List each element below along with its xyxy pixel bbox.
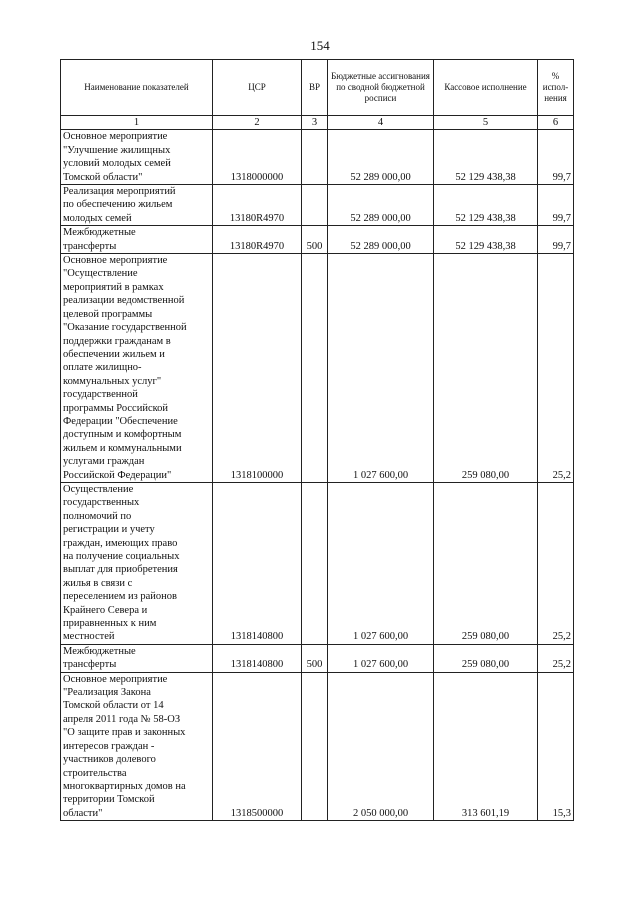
row-name: Межбюджетные трансферты — [61, 644, 213, 672]
row-csr: 1318140800 — [213, 482, 302, 644]
header-vr: ВР — [302, 60, 328, 116]
column-number: 5 — [434, 116, 538, 130]
row-csr: 1318140800 — [213, 644, 302, 672]
row-budget: 52 289 000,00 — [328, 130, 434, 185]
row-csr: 1318500000 — [213, 672, 302, 820]
row-name: Основное мероприятие "Осуществление мероприятий в рамках реализации ведомственной целевой программы "Оказание государственной поддержки гражданам в обеспечении жильем и оплате жилищно- коммунальных услуг" государственной программы Российской Федерации "Обеспечение доступным и комфортным жильем и коммунальными услугами граждан Российской Федерации" — [61, 254, 213, 483]
table-row — [61, 130, 574, 185]
column-number: 4 — [328, 116, 434, 130]
row-csr: 1318100000 — [213, 254, 302, 483]
row-cash: 259 080,00 — [434, 482, 538, 644]
row-vr — [302, 482, 328, 644]
row-vr — [302, 672, 328, 820]
column-number: 3 — [302, 116, 328, 130]
row-budget: 1 027 600,00 — [328, 482, 434, 644]
row-cash: 259 080,00 — [434, 644, 538, 672]
row-percent: 25,2 — [538, 254, 574, 483]
column-number-row — [61, 116, 574, 130]
row-budget: 52 289 000,00 — [328, 226, 434, 254]
row-vr — [302, 254, 328, 483]
header-csr: ЦСР — [213, 60, 302, 116]
row-percent: 15,3 — [538, 672, 574, 820]
row-percent: 99,7 — [538, 226, 574, 254]
row-percent: 99,7 — [538, 130, 574, 185]
row-vr — [302, 185, 328, 226]
row-budget: 2 050 000,00 — [328, 672, 434, 820]
row-budget: 1 027 600,00 — [328, 254, 434, 483]
row-cash: 52 129 438,38 — [434, 185, 538, 226]
header-percent: % испол-нения — [538, 60, 574, 116]
table-row — [61, 644, 574, 672]
header-name: Наименование показателей — [61, 60, 213, 116]
row-cash: 52 129 438,38 — [434, 226, 538, 254]
header-budget: Бюджетные ассигнования по сводной бюджетной росписи — [328, 60, 434, 116]
row-name: Основное мероприятие "Реализация Закона Томской области от 14 апреля 2011 года № 58-ОЗ "О защите прав и законных интересов граждан - участников долевого строительства многоквартирных домов на территории Томской области" — [61, 672, 213, 820]
row-budget: 1 027 600,00 — [328, 644, 434, 672]
row-percent: 99,7 — [538, 185, 574, 226]
row-name: Осуществление государственных полномочий по регистрации и учету граждан, имеющих право на получение социальных выплат для приобретения жилья в связи с переселением из районов Крайнего Севера и приравненных к ним местностей — [61, 482, 213, 644]
row-vr — [302, 130, 328, 185]
budget-execution-table — [60, 59, 574, 821]
row-csr: 13180R4970 — [213, 185, 302, 226]
table-row — [61, 482, 574, 644]
row-cash: 259 080,00 — [434, 254, 538, 483]
table-row — [61, 185, 574, 226]
row-vr: 500 — [302, 644, 328, 672]
row-csr: 13180R4970 — [213, 226, 302, 254]
column-number: 2 — [213, 116, 302, 130]
table-row — [61, 226, 574, 254]
row-vr: 500 — [302, 226, 328, 254]
row-cash: 313 601,19 — [434, 672, 538, 820]
column-number: 6 — [538, 116, 574, 130]
row-percent: 25,2 — [538, 482, 574, 644]
row-name: Реализация мероприятий по обеспечению жильем молодых семей — [61, 185, 213, 226]
table-header-row — [61, 60, 574, 116]
header-cash: Кассовое исполнение — [434, 60, 538, 116]
table-row — [61, 672, 574, 820]
column-number: 1 — [61, 116, 213, 130]
row-percent: 25,2 — [538, 644, 574, 672]
table-row — [61, 254, 574, 483]
row-cash: 52 129 438,38 — [434, 130, 538, 185]
row-name: Межбюджетные трансферты — [61, 226, 213, 254]
row-budget: 52 289 000,00 — [328, 185, 434, 226]
row-csr: 1318000000 — [213, 130, 302, 185]
row-name: Основное мероприятие "Улучшение жилищных условий молодых семей Томской области" — [61, 130, 213, 185]
page-number: 154 — [310, 38, 330, 53]
